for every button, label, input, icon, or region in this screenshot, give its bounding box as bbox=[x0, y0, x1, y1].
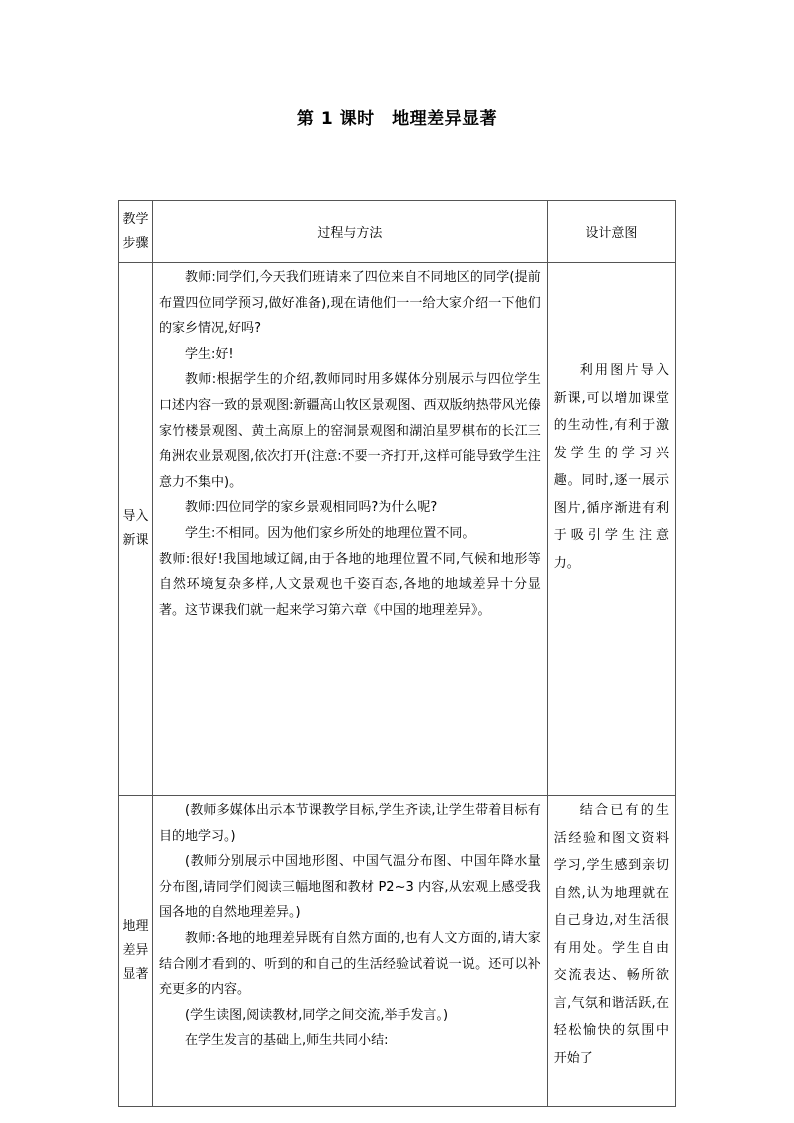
header-intent: 设计意图 bbox=[547, 201, 675, 263]
table-header-row bbox=[119, 201, 676, 263]
paragraph: 在学生发言的基础上,师生共同小结: bbox=[185, 1033, 389, 1049]
paragraph: (学生读图,阅读教材,同学之间交流,举手发言。) bbox=[185, 1007, 449, 1023]
paragraph: (教师分别展示中国地形图、中国气温分布图、中国年降水量分布图,请同学们阅读三幅地图和教材 P2~3 内容,从宏观上感受我国各地的自然地理差异。) bbox=[159, 854, 541, 921]
paragraph: (教师多媒体出示本节课教学目标,学生齐读,让学生带着目标有目的地学习。) bbox=[159, 803, 541, 844]
paragraph: 教师:同学们,今天我们班请来了四位来自不同地区的同学(提前布置四位同学预习,做好准备),现在请他们一一给大家介绍一下他们的家乡情况,好吗? bbox=[159, 270, 541, 337]
table-row bbox=[119, 796, 676, 1107]
intent-cell bbox=[547, 263, 675, 796]
header-step: 教学步骤 bbox=[119, 201, 153, 263]
step-cell: 地理差异显著 bbox=[119, 796, 153, 1107]
process-cell bbox=[153, 263, 548, 796]
paragraph: 学生:好! bbox=[185, 346, 234, 362]
paragraph: 教师:四位同学的家乡景观相同吗?为什么呢? bbox=[185, 500, 438, 516]
step-cell: 导入新课 bbox=[119, 263, 153, 796]
header-process: 过程与方法 bbox=[153, 201, 548, 263]
intent-text: 利用图片导入新课,可以增加课堂的生动性,有利于激发学生的学习兴趣。同时,逐一展示图片,循序渐进有利于吸引学生注意力。 bbox=[553, 363, 669, 571]
intent-text: 结合已有的生活经验和图文资料学习,学生感到亲切自然,认为地理就在自己身边,对生活很有用处。学生自由交流表达、畅所欲言,气氛和谐活跃,在轻松愉快的氛围中开始了 bbox=[553, 803, 669, 1066]
paragraph: 学生:不相同。因为他们家乡所处的地理位置不同。 bbox=[185, 525, 476, 541]
lesson-plan-table bbox=[118, 200, 676, 1107]
page-title: 第 1 课时 地理差异显著 bbox=[296, 109, 498, 129]
table-row bbox=[119, 263, 676, 796]
process-cell bbox=[153, 796, 548, 1107]
intent-cell bbox=[547, 796, 675, 1107]
paragraph: 教师:根据学生的介绍,教师同时用多媒体分别展示与四位学生口述内容一致的景观图:新疆高山牧区景观图、西双版纳热带风光傣家竹楼景观图、黄土高原上的窑洞景观图和湖泊星罗棋布的长江三角洲农业景观图,依次打开(注意:不要一齐打开,这样可能导致学生注意力不集中)。 bbox=[159, 372, 541, 490]
paragraph: 教师:各地的地理差异既有自然方面的,也有人文方面的,请大家结合刚才看到的、听到的和自己的生活经验试着说一说。还可以补充更多的内容。 bbox=[159, 930, 541, 998]
paragraph: 教师:很好!我国地域辽阔,由于各地的地理位置不同,气候和地形等自然环境复杂多样,人文景观也千姿百态,各地的地域差异十分显著。这节课我们就一起来学习第六章《中国的地理差异》。 bbox=[159, 551, 541, 618]
